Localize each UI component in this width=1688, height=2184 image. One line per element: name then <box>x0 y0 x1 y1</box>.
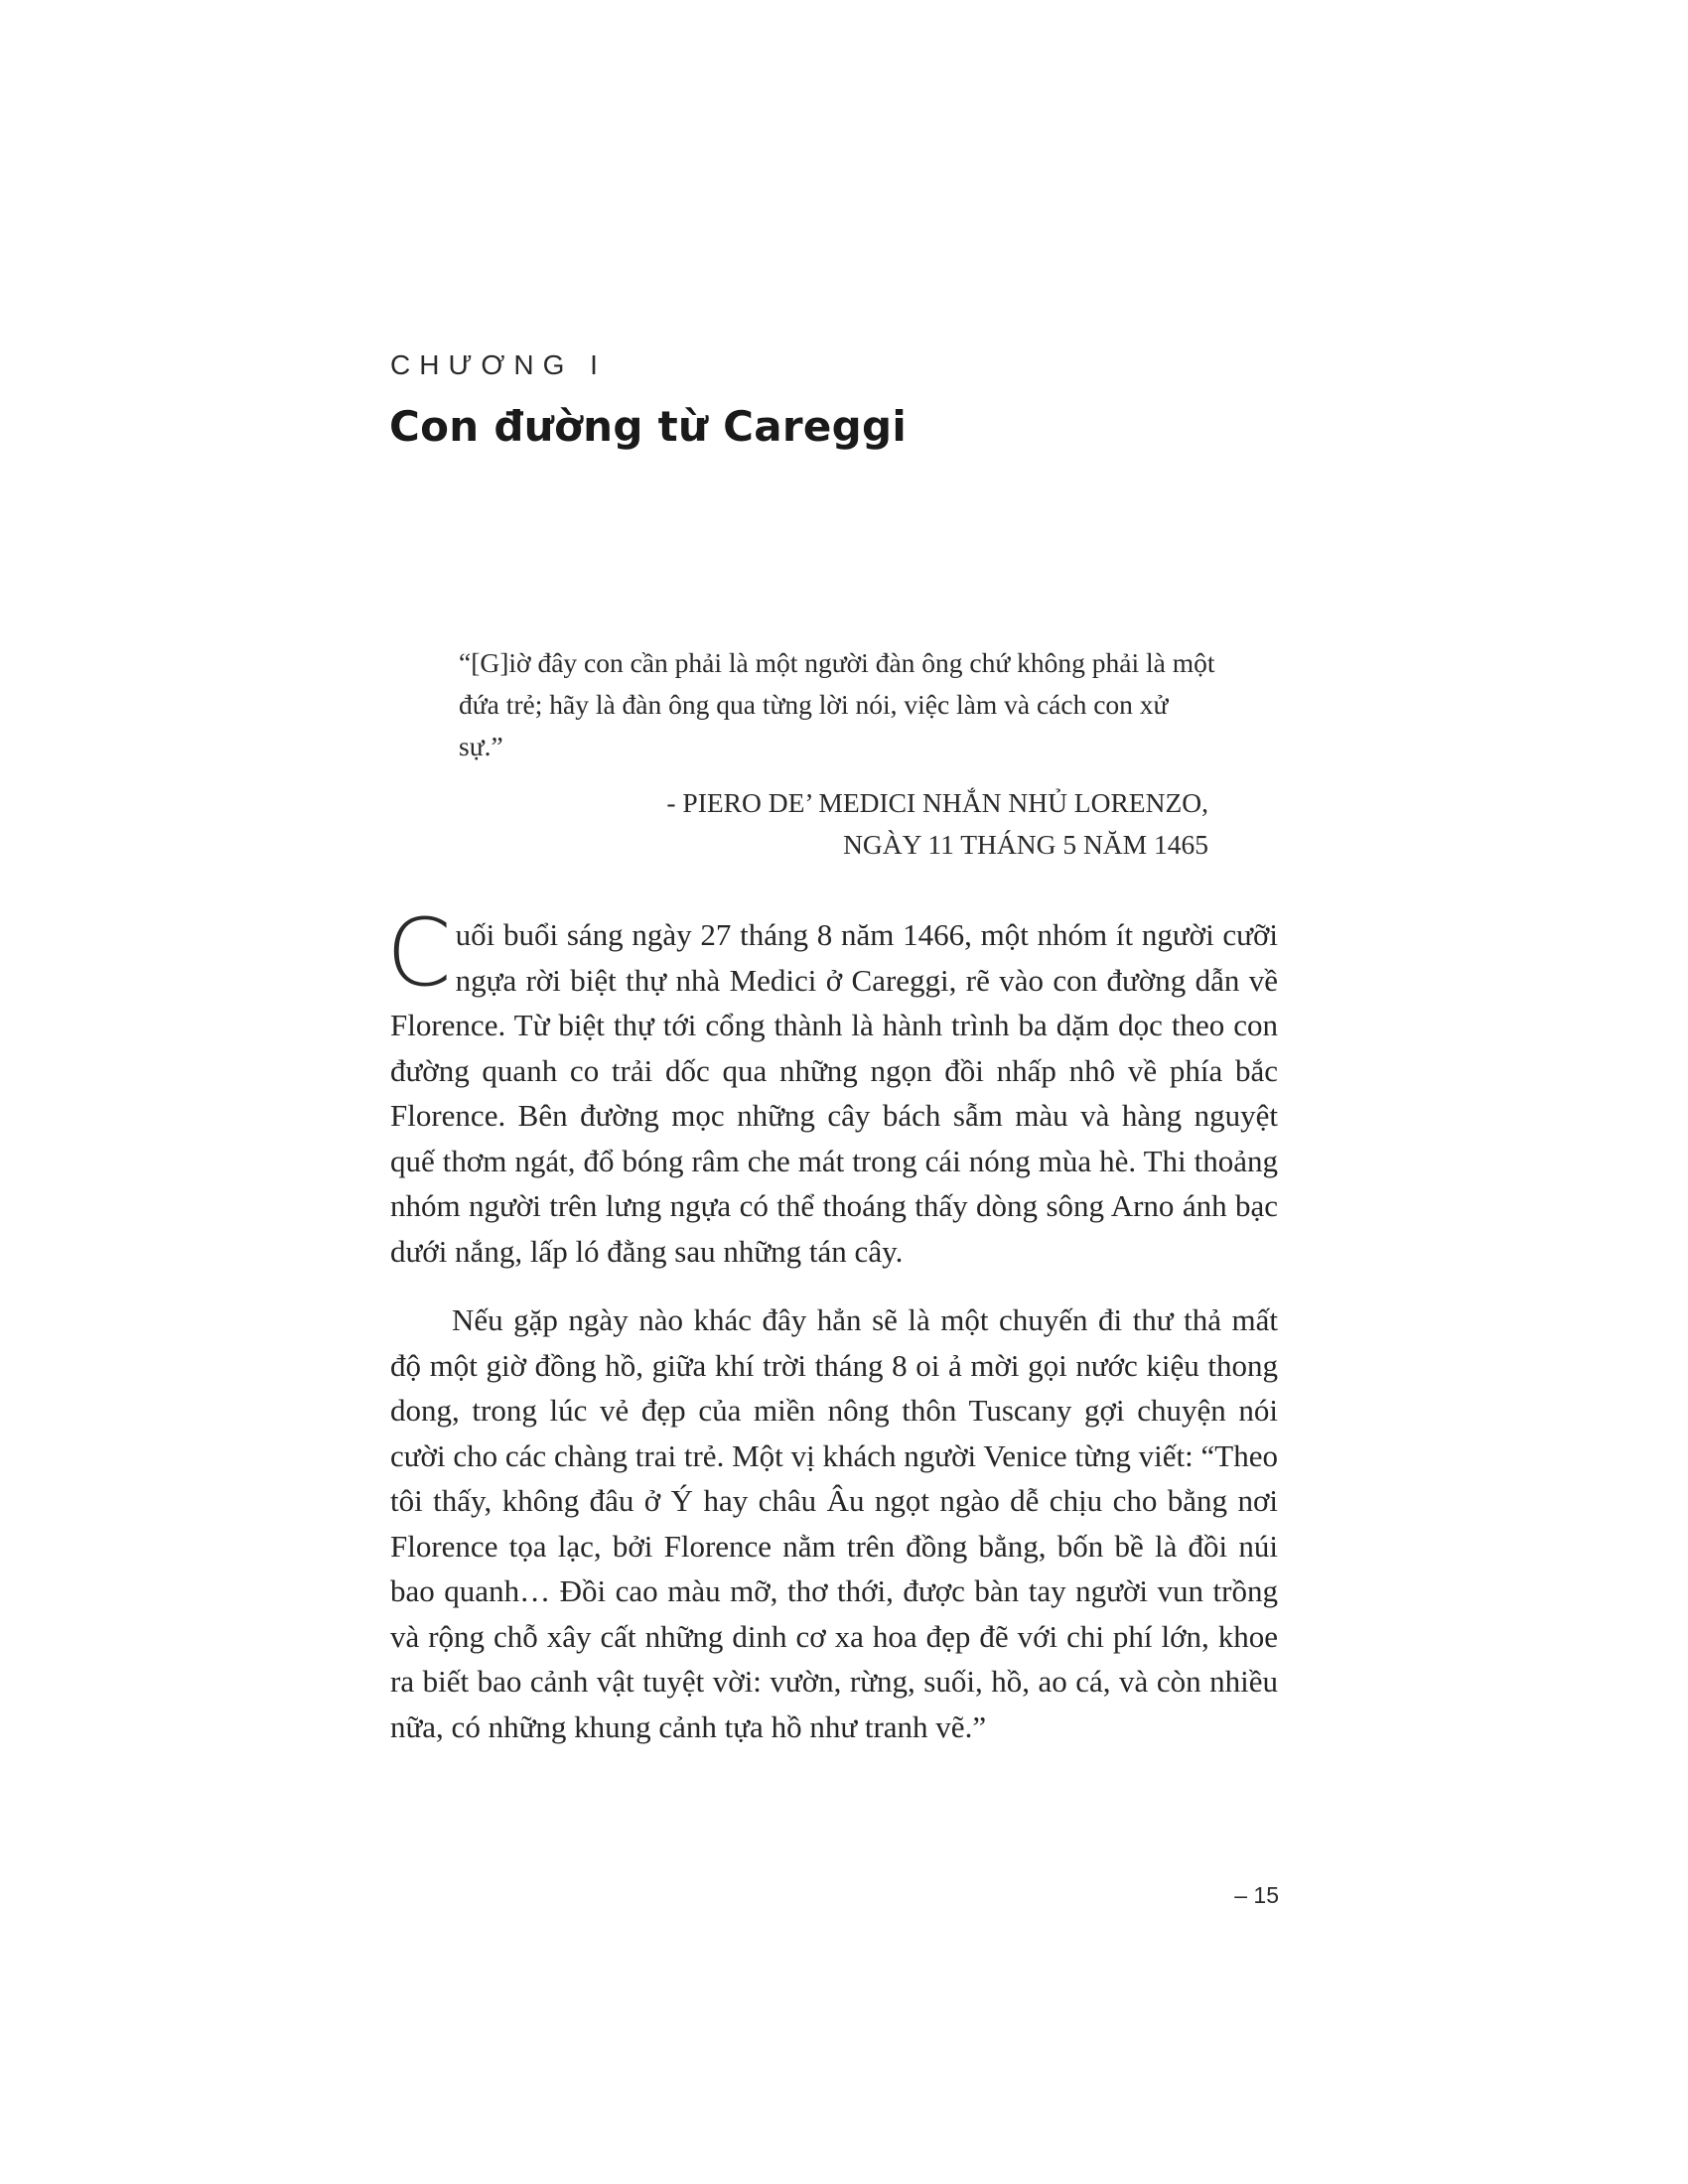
page-number: – 15 <box>1234 1882 1279 1908</box>
drop-cap: C <box>386 899 452 1008</box>
chapter-label: CHƯƠNG I <box>390 349 607 380</box>
epigraph <box>459 642 1218 767</box>
chapter-title: Con đường từ Careggi <box>389 402 908 451</box>
attribution-line-2: NGÀY 11 THÁNG 5 NĂM 1465 <box>843 829 1208 860</box>
paragraph-1-text: uối buổi sáng ngày 27 tháng 8 năm 1466, một nhóm ít người cưỡi ngựa rời biệt thự nhà Medici ở Careggi, rẽ vào con đường dẫn về Florence. Từ biệt thự tới cổng thành là hành trình ba dặm dọc theo con đường quanh co trải dốc qua những ngọn đồi nhấp nhô về phía bắc Florence. Bên đường mọc những cây bách sẫm màu và hàng nguyệt quế thơm ngát, đổ bóng râm che mát trong cái nóng mùa hè. Thi thoảng nhóm người trên lưng ngựa có thể thoáng thấy dòng sông Arno ánh bạc dưới nắng, lấp ló đằng sau những tán cây. <box>390 917 1278 1269</box>
body-text <box>386 899 1278 1749</box>
epigraph-attribution <box>459 782 1208 866</box>
attribution-line-1: - PIERO DE’ MEDICI NHẮN NHỦ LORENZO, <box>666 787 1208 818</box>
epigraph-quote: “[G]iờ đây con cần phải là một người đàn ông chứ không phải là một đứa trẻ; hãy là đàn ông qua từng lời nói, việc làm và cách con xử sự.” <box>459 647 1215 761</box>
paragraph-1 <box>386 899 1278 1274</box>
paragraph-2: Nếu gặp ngày nào khác đây hẳn sẽ là một chuyến đi thư thả mất độ một giờ đồng hồ, giữa khí trời tháng 8 oi ả mời gọi nước kiệu thong dong, trong lúc vẻ đẹp của miền nông thôn Tuscany gợi chuyện nói cười cho các chàng trai trẻ. Một vị khách người Venice từng viết: “Theo tôi thấy, không đâu ở Ý hay châu Âu ngọt ngào dễ chịu cho bằng nơi Florence tọa lạc, bởi Florence nằm trên đồng bằng, bốn bề là đồi núi bao quanh… Đồi cao màu mỡ, thơ thới, được bàn tay người vun trồng và rộng chỗ xây cất những dinh cơ xa hoa đẹp đẽ với chi phí lớn, khoe ra biết bao cảnh vật tuyệt vời: vườn, rừng, suối, hồ, ao cá, và còn nhiều nữa, có những khung cảnh tựa hồ như tranh vẽ.” <box>390 1302 1278 1744</box>
